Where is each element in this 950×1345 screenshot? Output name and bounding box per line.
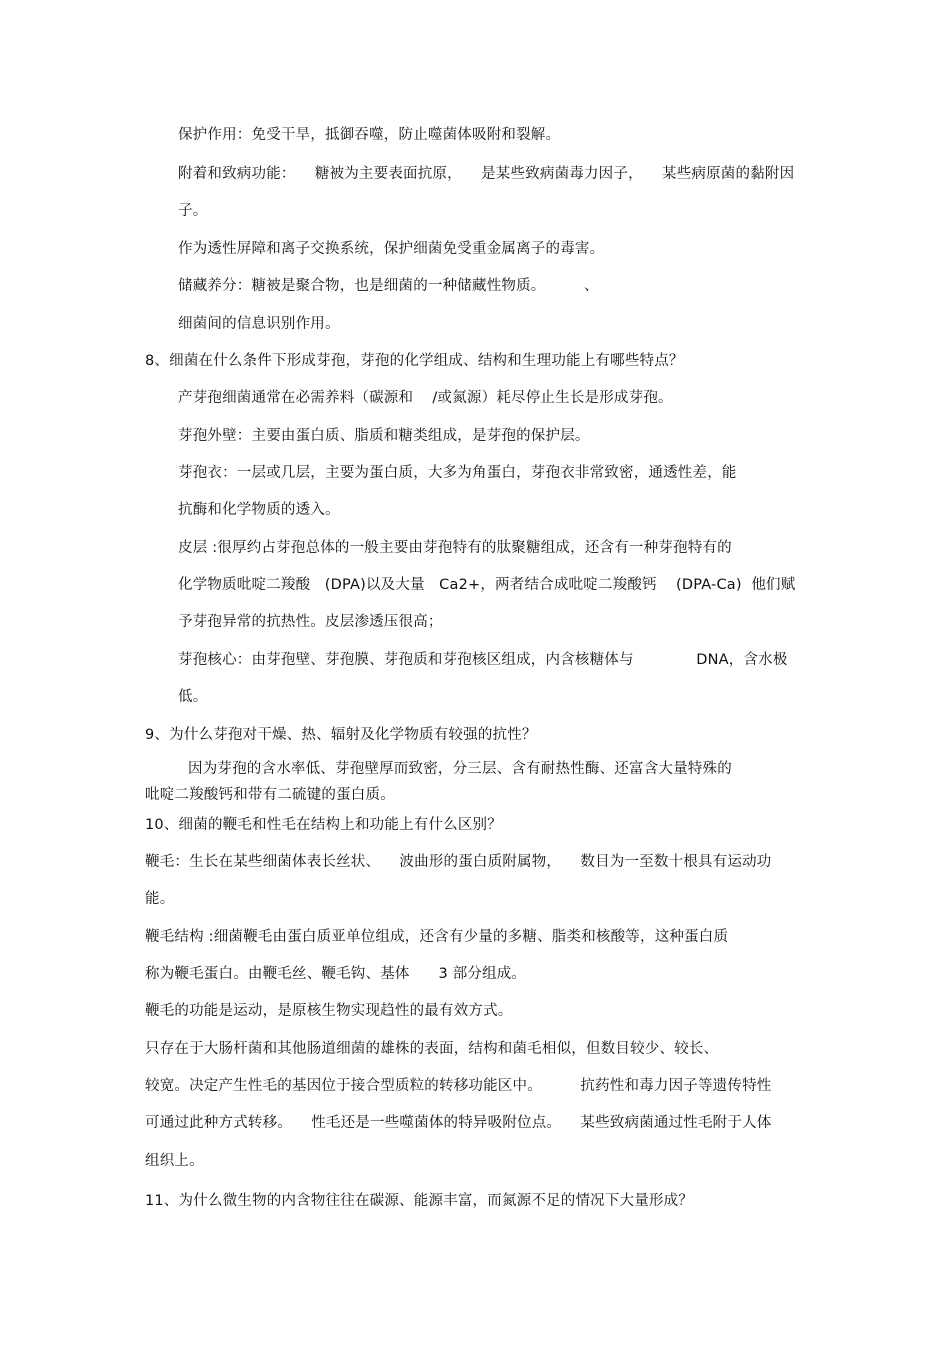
text-line-flagella: 鞭毛：生长在某些细菌体表长丝状、 波曲形的蛋白质附属物， 数目为一至数十根具有运动功 — [145, 854, 772, 870]
text-line-protection: 保护作用：免受干旱，抵御吞噬，防止噬菌体吸附和裂解。 — [178, 127, 561, 143]
text-line-recognition: 细菌间的信息识别作用。 — [178, 316, 340, 332]
text-line-flagella-structure: 鞭毛结构 :细菌鞭毛由蛋白质亚单位组成，还含有少量的多糖、脂类和核酸等，这种蛋白质 — [145, 929, 729, 945]
text-line-pili-cont2: 可通过此种方式转移。 性毛还是一些噬菌体的特异吸附位点。 某些致病菌通过性毛附于人体 — [145, 1115, 772, 1131]
text-line-resistance-cont: 吡啶二羧酸钙和带有二硫键的蛋白质。 — [145, 787, 395, 803]
question-10: 10、细菌的鞭毛和性毛在结构上和功能上有什么区别？ — [145, 817, 502, 833]
question-11: 11、为什么微生物的内含物往往在碳源、能源丰富，而氮源不足的情况下大量形成？ — [145, 1193, 694, 1209]
text-line-cortex-cont2: 予芽孢异常的抗热性。皮层渗透压很高； — [178, 614, 443, 630]
text-line-core: 芽孢核心：由芽孢壁、芽孢膜、芽孢质和芽孢核区组成，内含核糖体与 DNA，含水极 — [178, 652, 788, 668]
question-8: 8、细菌在什么条件下形成芽孢，芽孢的化学组成、结构和生理功能上有哪些特点？ — [145, 353, 684, 369]
text-line-resistance: 因为芽孢的含水率低、芽孢壁厚而致密，分三层、含有耐热性酶、还富含大量特殊的 — [188, 761, 732, 777]
text-line-spore-coat: 芽孢衣：一层或几层，主要为蛋白质，大多为角蛋白，芽孢衣非常致密，通透性差，能 — [178, 465, 737, 481]
text-line-storage: 储藏养分：糖被是聚合物，也是细菌的一种储藏性物质。 、 — [178, 278, 599, 294]
text-line-flagella-cont: 能。 — [145, 891, 175, 907]
text-line-adhesion-cont: 子。 — [178, 203, 208, 219]
text-line-pili-cont3: 组织上。 — [145, 1153, 204, 1169]
text-line-pili-cont: 较宽。决定产生性毛的基因位于接合型质粒的转移功能区中。 抗药性和毒力因子等遗传特性 — [145, 1078, 772, 1094]
text-line-flagellin: 称为鞭毛蛋白。由鞭毛丝、鞭毛钩、基体 3 部分组成。 — [145, 966, 527, 982]
text-line-adhesion: 附着和致病功能： 糖被为主要表面抗原， 是某些致病菌毒力因子， 某些病原菌的黏附因 — [178, 166, 795, 182]
text-line-pili: 只存在于大肠杆菌和其他肠道细菌的雄株的表面，结构和菌毛相似，但数目较少、较长、 — [145, 1041, 719, 1057]
text-line-cortex-cont: 化学物质吡啶二羧酸 (DPA)以及大量 Ca2+，两者结合成吡啶二羧酸钙 (DPA-Ca) 他们赋 — [178, 577, 796, 593]
text-line-barrier: 作为透性屏障和离子交换系统，保护细菌免受重金属离子的毒害。 — [178, 241, 605, 257]
text-line-spore-formation: 产芽孢细菌通常在必需养料（碳源和 /或氮源）耗尽停止生长是形成芽孢。 — [178, 390, 673, 406]
text-line-exosporium: 芽孢外壁：主要由蛋白质、脂质和糖类组成，是芽孢的保护层。 — [178, 428, 590, 444]
text-line-core-cont: 低。 — [178, 689, 208, 705]
text-line-spore-coat-cont: 抗酶和化学物质的透入。 — [178, 502, 340, 518]
text-line-cortex: 皮层 :很厚约占芽孢总体的一般主要由芽孢特有的肽聚糖组成，还含有一种芽孢特有的 — [178, 540, 732, 556]
question-9: 9、为什么芽孢对干燥、热、辐射及化学物质有较强的抗性？ — [145, 727, 537, 743]
text-line-flagella-function: 鞭毛的功能是运动，是原核生物实现趋性的最有效方式。 — [145, 1003, 513, 1019]
